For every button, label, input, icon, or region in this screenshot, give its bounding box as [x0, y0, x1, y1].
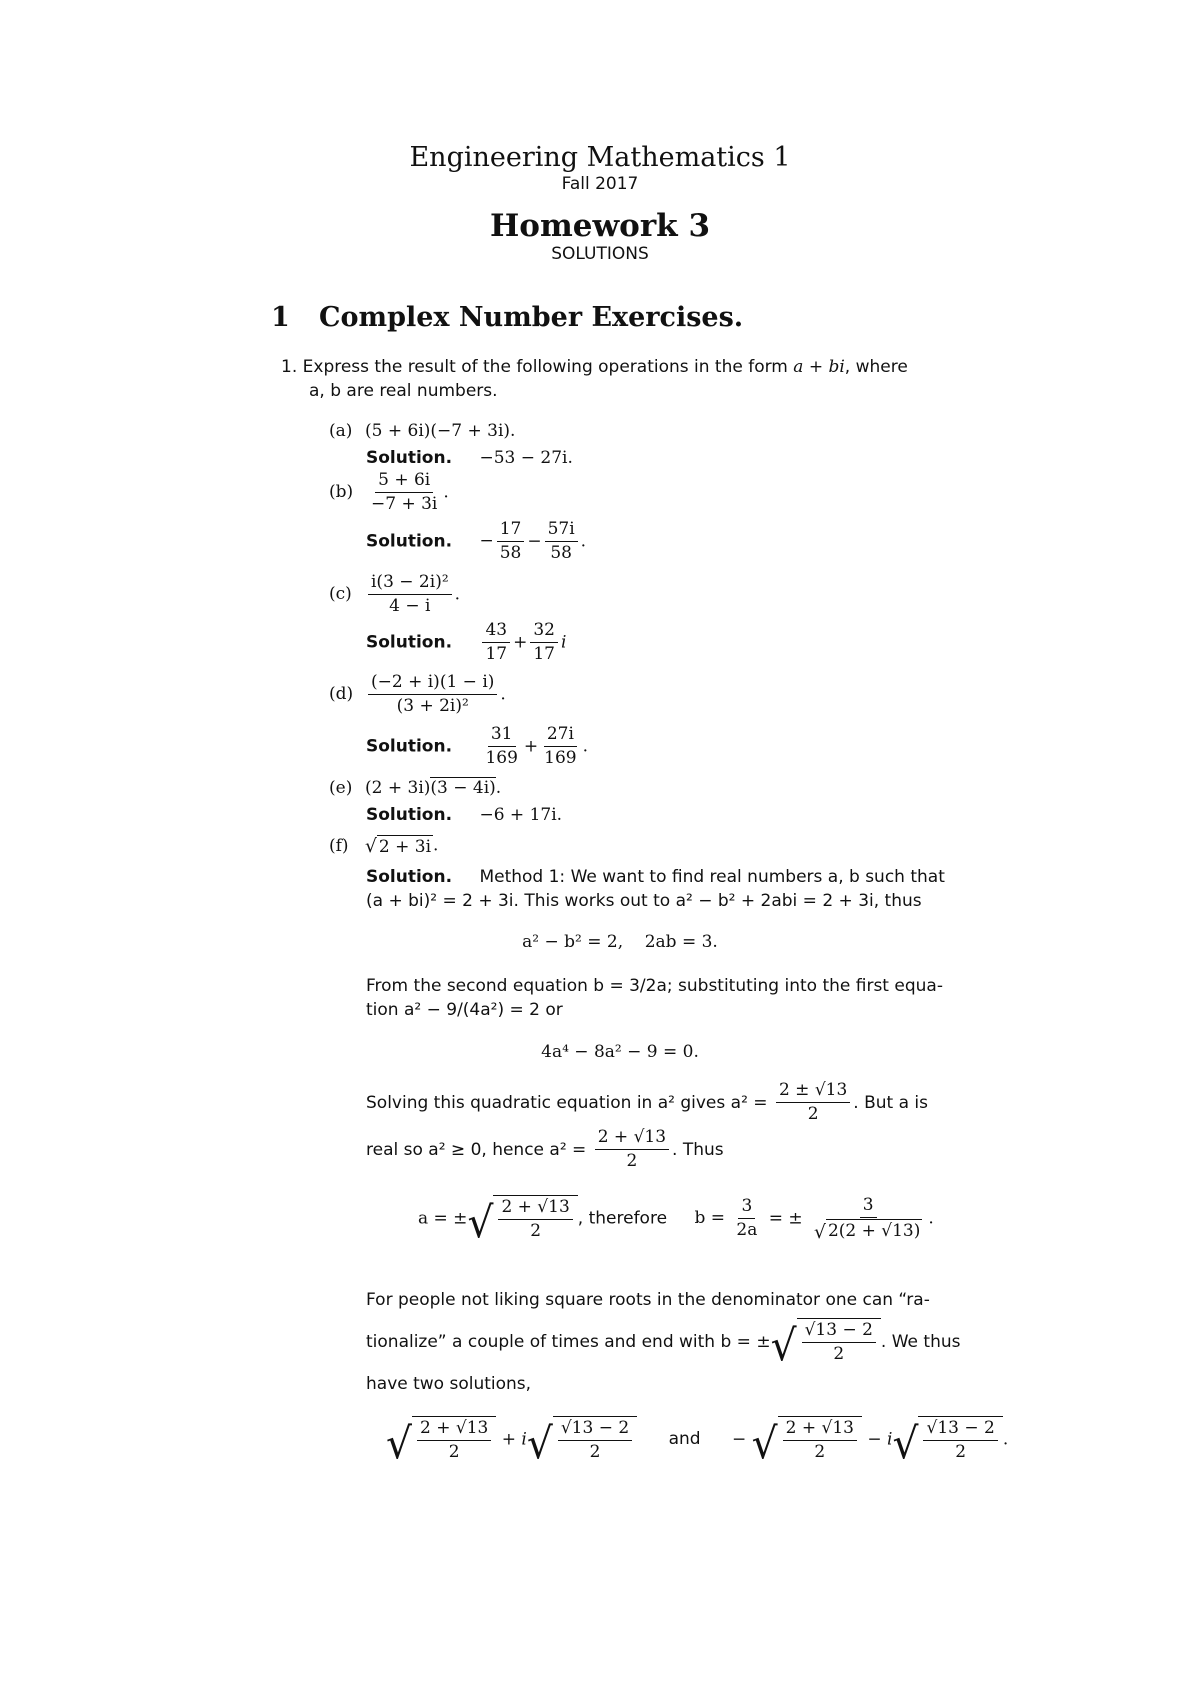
part-a	[329, 421, 515, 441]
denominator: 2a	[736, 1220, 758, 1241]
denominator: 17	[533, 644, 555, 665]
course-title: Engineering Mathematics 1	[409, 142, 791, 173]
prompt-text-end: , where	[844, 357, 908, 377]
fraction	[558, 1418, 632, 1464]
numerator: 32	[530, 620, 558, 643]
label-f: (f)	[329, 835, 349, 856]
numerator: √13 − 2	[802, 1320, 876, 1343]
method-line4: tion a² − 9/(4a²) = 2 or	[366, 1000, 563, 1020]
method-text: Method 1: We want to find real numbers a, b such that	[479, 867, 945, 887]
numerator: 57i	[545, 519, 578, 542]
root-equation: a = ± √ $\frac{2 + √13}{2}$ , therefore b = $\frac{3}{2a}$ = ± 3 √ 2(2 + √13) .	[418, 1195, 934, 1248]
denominator: 58	[550, 543, 572, 564]
homework-title: Homework 3	[489, 208, 711, 244]
fraction	[530, 620, 558, 666]
denominator: 17	[485, 644, 508, 665]
method-line9: have two solutions,	[366, 1374, 532, 1394]
text: . We thus	[880, 1331, 961, 1352]
solution-label: Solution.	[366, 531, 453, 552]
text: , therefore	[577, 1208, 668, 1229]
part-b: (b) $\frac{5 + 6i}{-7 + 3i}$ .	[329, 470, 449, 515]
part-d-solution: Solution. $\frac{31}{169}$ + $\frac{27i}{169}$ .	[366, 724, 589, 769]
denominator: 2	[955, 1442, 967, 1463]
part-a-expr: (5 + 6i)(−7 + 3i).	[365, 421, 516, 441]
method-line1	[366, 867, 945, 887]
problem-prompt-line2: a, b are real numbers.	[309, 381, 498, 401]
part-b-solution: Solution. − $\frac{17}{58}$ − $\frac{57i}{58}$ .	[366, 519, 587, 564]
denominator: 2	[530, 1221, 542, 1242]
fraction	[811, 1195, 925, 1243]
fraction	[482, 620, 510, 666]
text: real so a² ≥ 0, hence a² =	[366, 1139, 587, 1160]
denominator: 2	[807, 1104, 819, 1125]
method-line2: (a + bi)² = 2 + 3i. This works out to a² − b² + 2abi = 2 + 3i, thus	[366, 891, 922, 911]
denominator: 2	[626, 1151, 638, 1172]
label-a: (a)	[329, 421, 353, 441]
solution-label: Solution.	[366, 632, 453, 653]
numerator: i(3 − 2i)²	[368, 572, 452, 595]
fraction	[417, 1418, 491, 1464]
text: b =	[694, 1208, 725, 1229]
denominator: 2	[814, 1442, 826, 1463]
problem-number: 1.	[281, 357, 298, 377]
sqrt: √ $\frac{√13 - 2}{2}$	[527, 1416, 637, 1464]
numerator: 2 ± √13	[776, 1080, 850, 1103]
label-b: (b)	[329, 482, 354, 503]
numerator: 3	[738, 1196, 755, 1219]
sqrt: √ $\frac{√13 - 2}{2}$	[892, 1416, 1002, 1464]
numerator: 43	[482, 620, 510, 643]
problem-prompt-line1	[281, 357, 908, 377]
numerator: √13 − 2	[923, 1418, 997, 1441]
part-c-solution: Solution. $\frac{43}{17}$ + $\frac{32}{17}$ i	[366, 620, 567, 665]
fraction	[541, 724, 579, 770]
numerator: 2 + √13	[595, 1127, 669, 1150]
text: Solving this quadratic equation in a² gives a² =	[366, 1092, 768, 1113]
denominator: 4 − i	[389, 596, 431, 617]
text: tionalize” a couple of times and end with b = ±	[366, 1331, 771, 1352]
section-heading	[271, 302, 743, 333]
fraction	[498, 1197, 572, 1243]
numerator: √13 − 2	[558, 1418, 632, 1441]
subtitle: SOLUTIONS	[551, 244, 649, 264]
numerator: 27i	[544, 724, 577, 747]
radicand: 2 + 3i	[378, 837, 432, 857]
part-b-fraction	[368, 470, 440, 516]
part-e: (e) (2 + 3i)(3 − 4i).	[329, 778, 502, 798]
part-c-fraction	[368, 572, 452, 618]
numerator: 3	[860, 1195, 877, 1218]
fraction	[545, 519, 578, 565]
text: . But a is	[853, 1092, 929, 1113]
method-line7: For people not liking square roots in the denominator one can “ra-	[366, 1290, 930, 1310]
label-d: (d)	[329, 684, 354, 705]
sqrt: √ $\frac{√13 - 2}{2}$	[771, 1318, 881, 1366]
part-a-solution	[366, 448, 573, 468]
denominator: 2	[833, 1344, 845, 1365]
fraction	[802, 1320, 876, 1366]
denominator: 2	[589, 1442, 601, 1463]
text: a = ±	[418, 1208, 468, 1229]
term: Fall 2017	[561, 174, 639, 194]
sqrt: √ $\frac{2 + √13}{2}$	[467, 1195, 577, 1243]
numerator: 31	[488, 724, 516, 747]
sqrt: √ 2 + 3i	[365, 836, 432, 858]
part-c: (c) $\frac{\text{i(3 − 2i)²}}{4 - i}$ .	[329, 572, 461, 617]
denominator: 169	[485, 748, 518, 769]
method-line6	[366, 1127, 724, 1173]
solution-label: Solution.	[366, 805, 453, 825]
sqrt: √ 2(2 + √13)	[814, 1221, 921, 1243]
numerator: 5 + 6i	[375, 470, 433, 493]
part-d-fraction	[368, 672, 497, 718]
solution-label: Solution.	[366, 867, 453, 887]
section-title: Complex Number Exercises.	[319, 302, 744, 333]
part-e-solution	[366, 805, 562, 825]
sqrt: √ $\frac{2 + √13}{2}$	[752, 1416, 862, 1464]
and-text: and	[668, 1429, 701, 1450]
denominator: 169	[544, 748, 577, 769]
fraction	[595, 1127, 669, 1173]
solution-label: Solution.	[366, 448, 453, 468]
section-number: 1	[271, 302, 290, 333]
part-f: (f) √ 2 + 3i .	[329, 835, 439, 858]
numerator: 2 + √13	[417, 1418, 491, 1441]
denominator: (3 + 2i)²	[396, 696, 469, 717]
radicand: 2(2 + √13)	[827, 1221, 921, 1242]
fraction	[776, 1080, 850, 1126]
fraction	[497, 519, 525, 565]
fraction	[482, 724, 520, 770]
numerator: 2 + √13	[783, 1418, 857, 1441]
part-e-answer: −6 + 17i.	[479, 805, 563, 825]
label-c: (c)	[329, 584, 352, 605]
numerator: 17	[497, 519, 525, 542]
part-a-answer: −53 − 27i.	[479, 448, 573, 468]
prompt-text: Express the result of the following operations in the form	[302, 357, 788, 377]
numerator: 2 + √13	[498, 1197, 572, 1220]
fraction	[923, 1418, 997, 1464]
conjugate-factor: (3 − 4i)	[430, 778, 496, 798]
method-line8	[366, 1318, 961, 1371]
fraction	[783, 1418, 857, 1464]
factor: (2 + 3i)	[365, 778, 431, 798]
quartic-equation: 4a⁴ − 8a² − 9 = 0.	[541, 1042, 699, 1062]
denominator: −7 + 3i	[371, 494, 438, 515]
text: = ±	[768, 1208, 803, 1229]
fraction	[733, 1196, 760, 1242]
prompt-form: a + bi	[793, 357, 845, 377]
method-line3: From the second equation b = 3/2a; substituting into the first equa-	[366, 976, 943, 996]
text: . Thus	[672, 1139, 724, 1160]
label-e: (e)	[329, 778, 353, 798]
numerator: (−2 + i)(1 − i)	[368, 672, 497, 695]
sqrt: √ $\frac{2 + √13}{2}$	[386, 1416, 496, 1464]
denominator: 2	[448, 1442, 460, 1463]
method-line5	[366, 1080, 928, 1126]
solution-label: Solution.	[366, 736, 453, 757]
denominator: 58	[499, 543, 522, 564]
final-solutions: √ $\frac{2 + √13}{2}$ + i √ $\frac{√13 - 2}{2}$ and − √ $\frac{2 + √13}{2}$ − i √ $\frac{√13 - 2}{2}$ .	[386, 1417, 1009, 1469]
part-d: (d) $\frac{(-2 + i)(1 - i)}{\text{(3 + 2i)²}}$ .	[329, 672, 506, 717]
equation-system: a² − b² = 2, 2ab = 3.	[522, 932, 718, 952]
